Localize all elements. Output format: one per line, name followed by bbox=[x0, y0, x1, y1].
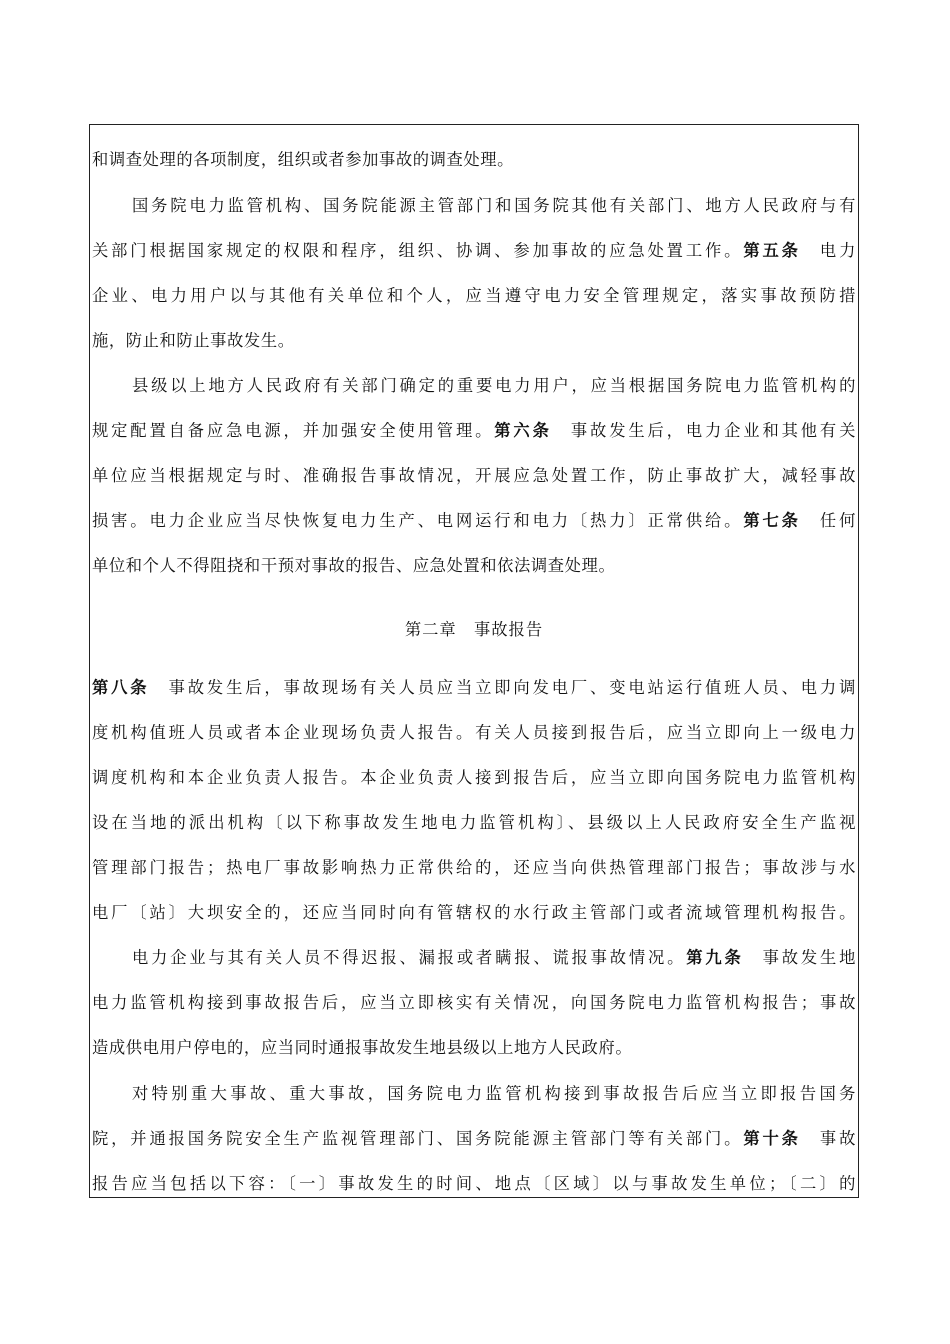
article-number: 第九条 bbox=[686, 948, 744, 967]
text-segment: 电力监管机构接到事故报告后，应当立即核实有关情况，向国务院电力监管机构报告；事故 bbox=[92, 993, 856, 1012]
text-segment: 造成供电用户停电的，应当同时通报事故发生地县级以上地方人民政府。 bbox=[92, 1038, 633, 1057]
text-segment: 电厂〔站〕大坝安全的，还应当同时向有管辖权的水行政主管部门或者流域管理机构报告。 bbox=[92, 903, 856, 922]
text-segment: 和调查处理的各项制度，组织或者参加事故的调查处理。 bbox=[92, 150, 515, 169]
article-number: 第十条 bbox=[743, 1129, 801, 1148]
text-line bbox=[132, 941, 856, 975]
text-segment: 调度机构和本企业负责人报告。本企业负责人接到报告后，应当立即向国务院电力监管机构 bbox=[92, 768, 856, 787]
text-line bbox=[132, 189, 856, 223]
article-number: 第八条 bbox=[92, 678, 150, 697]
text-segment: 单位应当根据规定与时、准确报告事故情况，开展应急处置工作，防止事故扩大，减轻事故 bbox=[92, 466, 856, 485]
text-line bbox=[92, 851, 856, 885]
text-line bbox=[92, 716, 856, 750]
text-segment: 管理部门报告；热电厂事故影响热力正常供给的，还应当向供热管理部门报告；事故涉与水 bbox=[92, 858, 856, 877]
text-line bbox=[92, 1167, 856, 1198]
text-segment: 单位和个人不得阻挠和干预对事故的报告、应急处置和依法调查处理。 bbox=[92, 556, 616, 575]
text-line bbox=[92, 414, 856, 448]
text-segment: 损害。电力企业应当尽快恢复电力生产、电网运行和电力〔热力〕正常供给。 bbox=[92, 511, 744, 530]
text-line bbox=[92, 761, 856, 795]
text-segment: 事故发生地 bbox=[743, 948, 856, 967]
text-line bbox=[92, 324, 856, 358]
text-segment: 施，防止和防止事故发生。 bbox=[92, 331, 295, 350]
text-segment: 事故发生后，事故现场有关人员应当立即向发电厂、变电站运行值班人员、电力调 bbox=[149, 678, 856, 697]
text-segment: 关部门根据国家规定的权限和程序，组织、协调、参加事故的应急处置工作。 bbox=[92, 241, 744, 260]
text-segment: 事故发生后，电力企业和其他有关 bbox=[551, 421, 856, 440]
document-frame bbox=[89, 124, 859, 1198]
text-line bbox=[92, 896, 856, 930]
text-segment: 任何 bbox=[800, 511, 856, 530]
text-segment: 企业、电力用户以与其他有关单位和个人，应当遵守电力安全管理规定，落实事故预防措 bbox=[92, 286, 856, 305]
text-line bbox=[92, 806, 856, 840]
text-segment: 规定配置自备应急电源，并加强安全使用管理。 bbox=[92, 421, 495, 440]
text-line bbox=[92, 279, 856, 313]
text-segment: 县级以上地方人民政府有关部门确定的重要电力用户，应当根据国务院电力监管机构的 bbox=[132, 376, 856, 395]
text-segment: 度机构值班人员或者本企业现场负责人报告。有关人员接到报告后，应当立即向上一级电力 bbox=[92, 723, 856, 742]
text-line bbox=[92, 234, 856, 268]
text-line bbox=[92, 1122, 856, 1156]
text-segment: 电力企业与其有关人员不得迟报、漏报或者瞒报、谎报事故情况。 bbox=[132, 948, 687, 967]
text-segment: 院，并通报国务院安全生产监视管理部门、国务院能源主管部门等有关部门。 bbox=[92, 1129, 744, 1148]
text-segment: 对特别重大事故、重大事故，国务院电力监管机构接到事故报告后应当立即报告国务 bbox=[132, 1084, 856, 1103]
text-line bbox=[92, 143, 856, 177]
text-line bbox=[92, 504, 856, 538]
text-segment: 国务院电力监管机构、国务院能源主管部门和国务院其他有关部门、地方人民政府与有 bbox=[132, 196, 856, 215]
text-line bbox=[92, 1031, 856, 1065]
text-line bbox=[92, 671, 856, 705]
text-line bbox=[92, 549, 856, 583]
text-segment: 设在当地的派出机构〔以下称事故发生地电力监管机构〕、县级以上人民政府安全生产监视 bbox=[92, 813, 856, 832]
text-line bbox=[92, 459, 856, 493]
article-number: 第六条 bbox=[494, 421, 552, 440]
text-line bbox=[92, 986, 856, 1020]
chapter-heading: 第二章 事故报告 bbox=[404, 620, 544, 639]
text-line bbox=[132, 369, 856, 403]
article-number: 第七条 bbox=[743, 511, 801, 530]
text-segment: 电力 bbox=[800, 241, 856, 260]
article-number: 第五条 bbox=[743, 241, 801, 260]
text-segment: 事故 bbox=[800, 1129, 856, 1148]
text-line bbox=[132, 1077, 856, 1111]
text-segment: 报告应当包括以下容：〔一〕事故发生的时间、地点〔区域〕以与事故发生单位；〔二〕的 bbox=[92, 1174, 856, 1193]
